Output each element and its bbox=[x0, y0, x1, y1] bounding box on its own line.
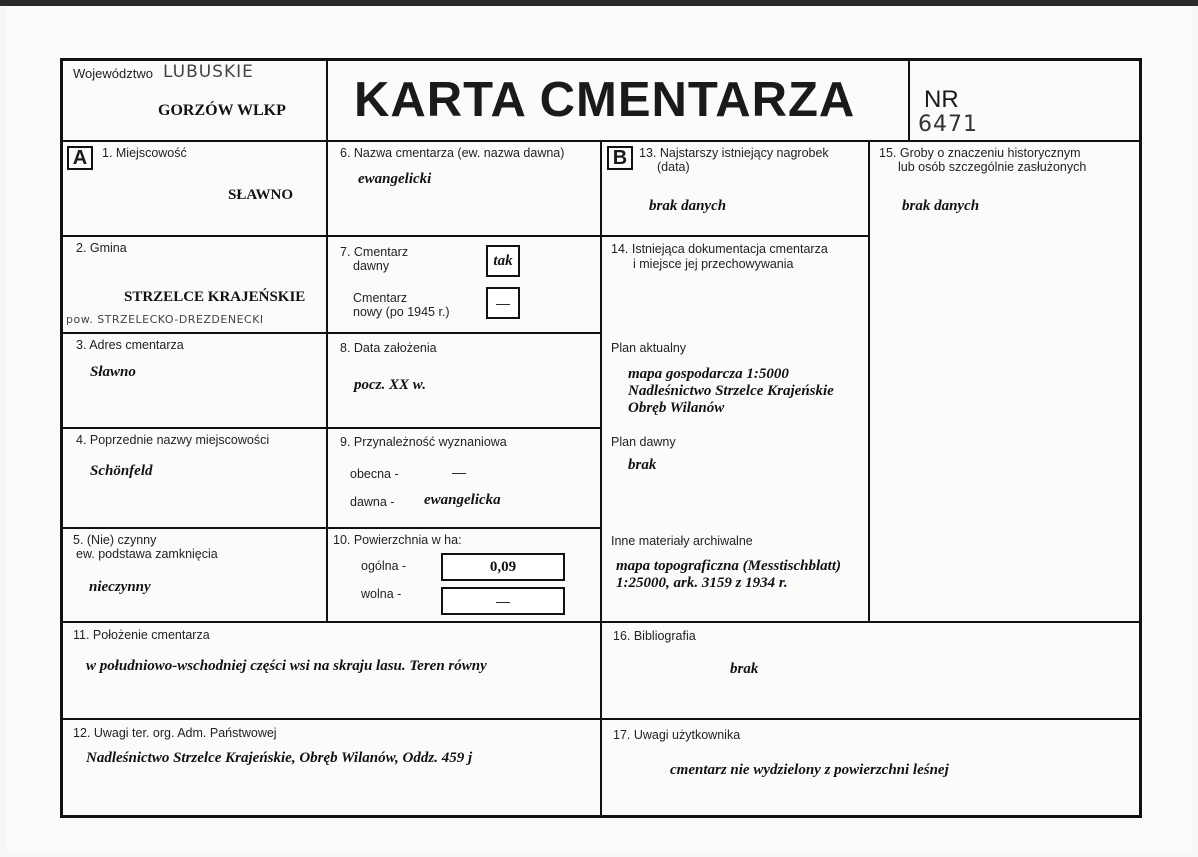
field-5-czynny bbox=[60, 527, 328, 623]
field-8-label: 8. Data założenia bbox=[340, 341, 437, 355]
form-title: KARTA CMENTARZA bbox=[354, 73, 856, 127]
field-7-nowy-value: — bbox=[496, 295, 510, 311]
nr-cell bbox=[908, 58, 1142, 142]
field-13-value: brak danych bbox=[649, 198, 727, 214]
wojewodztwo-handwritten: LUBUSKIE bbox=[163, 62, 254, 82]
field-2-handwritten: pow. STRZELECKO-DREZDENECKI bbox=[66, 313, 264, 326]
inne-materialy-label: Inne materiały archiwalne bbox=[611, 534, 753, 548]
field-3-value: Sławno bbox=[90, 364, 136, 380]
field-10-ogolna-value: 0,09 bbox=[489, 558, 517, 575]
field-1-miejscowosc bbox=[60, 140, 328, 237]
field-15-label-2: lub osób szczególnie zasłużonych bbox=[898, 160, 1087, 174]
field-16-value: brak bbox=[730, 661, 759, 677]
nr-label: NR bbox=[924, 86, 959, 113]
field-9-label: 9. Przynależność wyznaniowa bbox=[340, 435, 507, 449]
plan-dawny-label: Plan dawny bbox=[611, 435, 676, 449]
field-4-value: Schönfeld bbox=[90, 463, 153, 479]
field-9-obecna-label: obecna - bbox=[350, 467, 399, 481]
field-10-ogolna-box bbox=[441, 553, 565, 581]
field-15-groby bbox=[868, 140, 1142, 623]
field-14-label-2: i miejsce jej przechowywania bbox=[633, 257, 794, 271]
section-b-letter: B bbox=[607, 146, 633, 170]
field-10-ogolna-label: ogólna - bbox=[361, 559, 407, 573]
field-13-nagrobek bbox=[600, 140, 870, 237]
field-14-label-1: 14. Istniejąca dokumentacja cmentarza bbox=[611, 242, 828, 256]
field-11-polozenie bbox=[60, 621, 602, 720]
field-14-dokumentacja bbox=[600, 235, 870, 623]
field-4-label: 4. Poprzednie nazwy miejscowości bbox=[76, 433, 270, 447]
field-2-label: 2. Gmina bbox=[76, 241, 127, 255]
field-12-label: 12. Uwagi ter. org. Adm. Państwowej bbox=[73, 726, 277, 740]
field-7-label-3: Cmentarz bbox=[353, 291, 408, 305]
nr-handwritten: 6471 bbox=[918, 112, 978, 137]
field-10-wolna-label: wolna - bbox=[361, 587, 402, 601]
field-2-gmina bbox=[60, 235, 328, 334]
field-8-data bbox=[326, 332, 602, 429]
inne-materialy-line-1: mapa topograficzna (Messtischblatt) bbox=[616, 558, 842, 574]
wojewodztwo-old-value: GORZÓW WLKP bbox=[158, 102, 286, 119]
field-2-value: STRZELCE KRAJEŃSKIE bbox=[124, 289, 306, 305]
field-10-label: 10. Powierzchnia w ha: bbox=[333, 533, 462, 547]
field-4-poprzednie-nazwy bbox=[60, 427, 328, 529]
field-16-label: 16. Bibliografia bbox=[613, 629, 696, 643]
field-7-label-4: nowy (po 1945 r.) bbox=[353, 305, 450, 319]
section-a-letter: A bbox=[67, 146, 93, 170]
field-5-label-2: ew. podstawa zamknięcia bbox=[76, 547, 218, 561]
field-5-value: nieczynny bbox=[89, 579, 151, 595]
inne-materialy-line-2: 1:25000, ark. 3159 z 1934 r. bbox=[616, 575, 788, 591]
plan-aktualny-label: Plan aktualny bbox=[611, 341, 687, 355]
field-17-label: 17. Uwagi użytkownika bbox=[613, 728, 741, 742]
title-cell bbox=[326, 58, 910, 142]
field-13-label-2: (data) bbox=[657, 160, 690, 174]
field-15-value: brak danych bbox=[902, 198, 980, 214]
field-9-obecna-value: — bbox=[452, 464, 466, 480]
field-8-value: pocz. XX w. bbox=[354, 377, 426, 393]
field-11-value: w południowo-wschodniej części wsi na skraju lasu. Teren równy bbox=[86, 658, 487, 674]
wojewodztwo-cell bbox=[60, 58, 328, 142]
field-7-label-2: dawny bbox=[353, 259, 390, 273]
field-7-dawny-box bbox=[486, 245, 520, 277]
plan-aktualny-line-2: Nadleśnictwo Strzelce Krajeńskie bbox=[628, 383, 834, 399]
field-12-value: Nadleśnictwo Strzelce Krajeńskie, Obręb Wilanów, Oddz. 459 j bbox=[86, 750, 473, 766]
field-17-uwagi-uzytkownika bbox=[600, 718, 1142, 818]
field-1-label: 1. Miejscowość bbox=[102, 146, 187, 160]
field-7-cmentarz bbox=[326, 235, 602, 334]
field-7-dawny-value: tak bbox=[493, 252, 513, 269]
field-9-wyznanie bbox=[326, 427, 602, 529]
field-12-uwagi-adm bbox=[60, 718, 602, 818]
field-3-adres bbox=[60, 332, 328, 429]
field-10-powierzchnia bbox=[326, 527, 602, 623]
field-7-nowy-box bbox=[486, 287, 520, 319]
field-6-nazwa bbox=[326, 140, 602, 237]
plan-dawny-value: brak bbox=[628, 457, 657, 473]
field-17-value: cmentarz nie wydzielony z powierzchni leśnej bbox=[670, 762, 949, 778]
field-10-wolna-value: — bbox=[496, 593, 510, 609]
field-3-label: 3. Adres cmentarza bbox=[76, 338, 184, 352]
field-13-label-1: 13. Najstarszy istniejący nagrobek bbox=[639, 146, 829, 160]
field-5-label-1: 5. (Nie) czynny bbox=[73, 533, 157, 547]
field-6-value: ewangelicki bbox=[358, 171, 432, 187]
field-6-label: 6. Nazwa cmentarza (ew. nazwa dawna) bbox=[340, 146, 565, 160]
field-11-label: 11. Położenie cmentarza bbox=[73, 628, 210, 642]
field-9-dawna-value: ewangelicka bbox=[424, 492, 501, 508]
field-1-value: SŁAWNO bbox=[228, 187, 294, 203]
field-10-wolna-box bbox=[441, 587, 565, 615]
plan-aktualny-line-1: mapa gospodarcza 1:5000 bbox=[628, 366, 789, 382]
plan-aktualny-line-3: Obręb Wilanów bbox=[628, 400, 725, 416]
field-16-bibliografia bbox=[600, 621, 1142, 720]
field-7-label-1: 7. Cmentarz bbox=[340, 245, 409, 259]
field-9-dawna-label: dawna - bbox=[350, 495, 395, 509]
wojewodztwo-label: Województwo bbox=[73, 66, 153, 81]
field-15-label-1: 15. Groby o znaczeniu historycznym bbox=[879, 146, 1081, 160]
